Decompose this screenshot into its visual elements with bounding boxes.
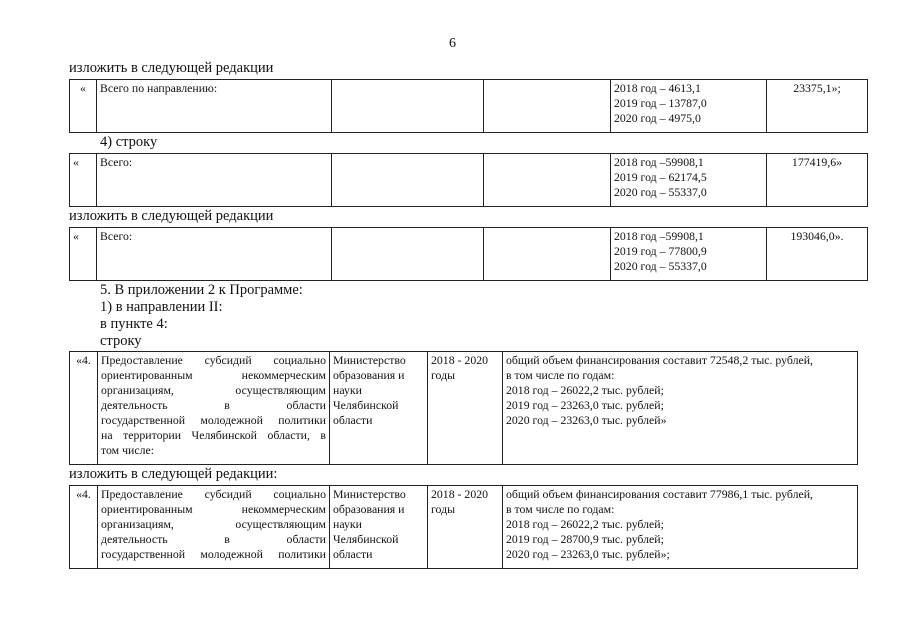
quote-cell: « [70,80,97,133]
desc-line: ориентированным некоммерческим [101,368,326,382]
quote-cell: « [70,154,97,207]
funding-cell [503,486,858,569]
desc-line: деятельность в области [101,532,326,546]
funding-line: 2020 год – 23263,0 тыс. рублей» [506,413,667,427]
item-description-cell [98,486,330,569]
period-cell [428,486,503,569]
ministry-line: Челябинской [333,532,399,546]
year-value: 2020 год – 55337,0 [614,185,707,199]
total-cell: 177419,6» [767,154,868,207]
funding-line: 2019 год – 28700,9 тыс. рублей; [506,532,664,546]
desc-line: Предоставление субсидий социально [101,353,326,367]
instruction-line: изложить в следующей редакции: [69,466,278,482]
item-number-cell: «4. [70,352,98,465]
ministry-line: Министерство [333,353,406,367]
ministry-line: образования и [333,368,405,382]
years-cell [611,154,767,207]
desc-line: том числе: [101,443,154,457]
desc-line: организациям, осуществляющим [101,383,326,397]
ministry-line: Министерство [333,487,406,501]
label-cell: Всего: [97,228,332,281]
label-cell: Всего по направлению: [97,80,332,133]
empty-cell [332,154,484,207]
desc-line: на территории Челябинской области, в [101,428,326,442]
year-value: 2020 год – 4975,0 [614,111,701,125]
funding-line: 2019 год – 23263,0 тыс. рублей; [506,398,664,412]
ministry-line: науки [333,383,362,397]
desc-line: государственной молодежной политики [101,547,326,561]
funding-line: общий объем финансирования составит 77986,1 тыс. рублей, [506,487,814,501]
subsection-line: в пункте 4: [100,316,168,332]
empty-cell [484,80,611,133]
funding-line: общий объем финансирования составит 72548,2 тыс. рублей, [506,353,814,367]
program-item-table-old [69,351,858,465]
instruction-line: 4) строку [100,134,158,150]
years-cell [611,80,767,133]
years-cell [611,228,767,281]
empty-cell [332,228,484,281]
quote-cell: « [70,228,97,281]
total-table-new [69,227,868,281]
period-line: годы [431,502,456,516]
instruction-line: изложить в следующей редакции [69,208,274,224]
year-value: 2019 год – 13787,0 [614,96,707,110]
desc-line: Предоставление субсидий социально [101,487,326,501]
ministry-line: науки [333,517,362,531]
ministry-line: области [333,547,373,561]
item-number-cell: «4. [70,486,98,569]
ministry-line: области [333,413,373,427]
subsection-line: 1) в направлении II: [100,299,223,315]
total-table-old [69,153,868,207]
item-description-cell [98,352,330,465]
period-line: 2018 - 2020 [431,487,489,501]
total-table-direction [69,79,868,133]
desc-line: деятельность в области [101,398,326,412]
ministry-cell [330,352,428,465]
section-heading: 5. В приложении 2 к Программе: [100,282,303,298]
empty-cell [484,154,611,207]
funding-line: 2018 год – 26022,2 тыс. рублей; [506,383,664,397]
empty-cell [484,228,611,281]
funding-cell [503,352,858,465]
desc-line: ориентированным некоммерческим [101,502,326,516]
label-cell: Всего: [97,154,332,207]
desc-line: государственной молодежной политики [101,413,326,427]
page-number: 6 [449,36,456,51]
ministry-cell [330,486,428,569]
empty-cell [332,80,484,133]
year-value: 2018 год –59908,1 [614,229,704,243]
ministry-line: образования и [333,502,405,516]
year-value: 2019 год – 77800,9 [614,244,707,258]
funding-line: в том числе по годам: [506,502,615,516]
year-value: 2018 год –59908,1 [614,155,704,169]
funding-line: 2018 год – 26022,2 тыс. рублей; [506,517,664,531]
funding-line: в том числе по годам: [506,368,615,382]
total-cell: 23375,1»; [767,80,868,133]
year-value: 2020 год – 55337,0 [614,259,707,273]
subsection-line: строку [100,333,142,349]
program-item-table-new [69,485,858,569]
ministry-line: Челябинской [333,398,399,412]
year-value: 2018 год – 4613,1 [614,81,701,95]
period-line: годы [431,368,456,382]
year-value: 2019 год – 62174,5 [614,170,707,184]
total-cell: 193046,0». [767,228,868,281]
funding-line: 2020 год – 23263,0 тыс. рублей»; [506,547,670,561]
period-line: 2018 - 2020 [431,353,489,367]
desc-line: организациям, осуществляющим [101,517,326,531]
instruction-line: изложить в следующей редакции [69,60,274,76]
period-cell [428,352,503,465]
